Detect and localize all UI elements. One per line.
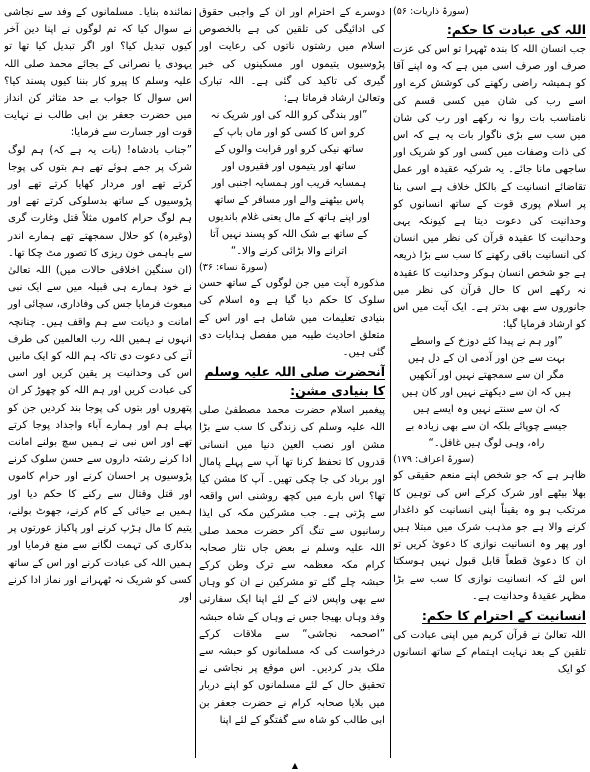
verse-reference: (سورۃ اعراف: ۱۷۹) — [393, 454, 475, 466]
column-divider — [390, 8, 391, 758]
paragraph: مذکورہ آیت میں جن لوگوں کے ساتھ حسن سلوک کا حکم دیا گیا ہے وہ اسلام کی بنیادی تعلیمات میں شامل ہے اور اس کے متعلق احادیث طیبہ میں مفصل ہدایات دی گئی ہیں۔ — [199, 278, 385, 359]
column-divider — [195, 8, 196, 758]
column-right — [393, 4, 586, 762]
quran-quote: ”اور بندگی کرو اللہ کی اور شریک نہ کرو اس کا کسی کو اور ماں باپ کے ساتھ نیکی کرو اور قرابت والوں کے ساتھ اور یتیموں اور فقیروں اور ہمسایہ قریب اور ہمسایہ اجنبی اور پاس بیٹھنے والے اور مسافر کے ساتھ اور اپنے ہاتھ کے مال یعنی غلام باندیوں کے ساتھ بے شک اللہ کو پسند نہیں آتا اترانے والا بڑائی کرنے والا۔“ — [208, 110, 370, 258]
paragraph: پیغمبر اسلام حضرت محمد مصطفیٰ صلی اللہ علیہ وسلم کی زندگی کا سب سے بڑا مشن اور نصب العین دنیا میں انسانی قدروں کا تحفظ کرنا تھا آپ سے پہلے پامال اور برباد کی جا چکی تھیں۔ آپ کا مشن کیا تھا؟ اس بارے میں کچھ روشنی اس واقعہ سے پڑتی ہے۔ جب مشرکین مکہ کی ایذا رسانیوں سے تنگ آکر حضرت محمد صلی اللہ علیہ وسلم نے بعض جاں نثار صحابہ کرام مکہ معظمہ سے ترک وطن کرکے حبشہ چلے گئے تو مشرکین نے ان کو وہاں سے بھی واپس لانے کے لئے اپنا ایک سفارتی وفد وہاں بھیجا جس نے وہاں کے شاہ حبشہ ”اصحمہ نجاشی“ سے ملاقات کرکے درخواست کی کہ مسلمانوں کو حبشہ سے ملک بدر کردیں۔ اس موقع پر نجاشی نے تحقیق حال کے لئے مسلمانوں کو اپنے دربار میں بلایا صحابہ کرام نے حضرت جعفر بن ابی طالب کو شاہ سے گفتگو کے لئے اپنا — [199, 405, 385, 726]
speech-quote: ”جناب بادشاہ! (بات یہ ہے کہ) ہم لوگ شرک پر جمے ہوئے تھے ہم بتوں کی پوجا کرتے تھے اور مردار کھایا کرتے تھے اور پڑوسیوں کے ساتھ بدسلوکی کرتے تھے اور ہم لوگ حرام کاموں مثلاً قتل وغارت گری (وغیرہ) کو حلال سمجھتے تھے ہمارے اندر سے باہمی خون ریزی کا تصور مٹ چکا تھا۔ (ان سنگین اخلاقی حالات میں) اللہ تعالیٰ نے خود ہمارے ہی قبیلہ میں سے ایک نبی مبعوث فرمایا جس کی وفاداری، سچائی اور امانت و دیانت سے ہم واقف ہیں۔ چنانچہ انہوں نے ہمیں اللہ رب العالمین کی طرف آنے کی دعوت دی تاکہ ہم اللہ کو ایک مانیں اس کی وحدانیت پر یقین کریں اور اسی کی عبادت کریں اور ہم اللہ کو چھوڑ کر ان پتھروں اور بتوں کی پوجا بند کردیں جن کو پہلے ہم اور ہمارے آباء واجداد پوجا کرتے تھے اور اس نبی نے ہمیں سچ بولنے امانت ادا کرنے رشتہ داروں سے حسن سلوک کرنے پڑوسیوں پر احسان کرنے اور حرام کاموں اور قتل وقتال سے رکنے کا حکم دیا اور ہمیں بے حیائی کے کام کرنے، جھوٹ بولنے، یتیم کا مال ہڑپ کرنے اور پاکباز عورتوں پر بدکاری کی تہمت لگانے سے منع فرمایا اور ہمیں اللہ کی عبادت کرنے اور اس کے ساتھ کسی کو شریک نہ ٹھہرانے اور نماز ادا کرنے اور — [7, 144, 192, 603]
section-heading: اللہ کی عبادت کا حکم: — [446, 22, 586, 37]
section-heading: انسانیت کے احترام کا حکم: — [421, 608, 586, 624]
column-middle — [199, 4, 385, 762]
paragraph: دوسرے کے احترام اور ان کے واجبی حقوق کی ادائیگی کی تلقین کی ہے بالخصوص اسلام میں رشتوں ناتوں کی رعایت اور پڑوسیوں یتیموں اور مسکینوں کی خبر گیری کی تاکید کی گئی ہے۔ اللہ تبارک وتعالیٰ ارشاد فرماتا ہے: — [199, 7, 385, 105]
paragraph: اللہ تعالیٰ نے قرآن کریم میں اپنی عبادت کی تلقین کے بعد نہایت اہتمام کے ساتھ انسانوں کو ایک — [393, 630, 586, 676]
quran-quote: ”اور ہم نے پیدا کئے دوزخ کے واسطے بہت سے جن اور آدمی ان کے دل ہیں مگر ان سے سمجھتے نہیں اور آنکھیں ہیں کہ ان سے دیکھتے نہیں اور کان ہیں کہ ان سے سنتے نہیں وہ ایسے ہیں جیسے چوپائے بلکہ ان سے بھی زیادہ بے راہ، وہی لوگ ہیں غافل۔“ — [401, 336, 572, 450]
section-heading: آنحضرت صلی اللہ علیہ وسلم کا بنیادی مشن: — [204, 364, 385, 399]
paragraph: جب انسان اللہ کا بندہ ٹھہرا تو اس کی عزت صرف اور صرف اسی میں ہے کہ وہ اپنے آقا کو ہمیشہ راضی رکھنے کی کوشش کرے اور اسے رب کی شان میں کسی قسم کی نامناسب بات روا نہ رکھے اور رب کی شان میں سب سے بڑی ناگوار بات یہ ہے کہ اس کی ذات وصفات میں کسی اور کو شریک اور ساجھی مانا جائے۔ یہ شرکیہ عقیدہ اور عمل تقاضائے انسانیت کے بالکل خلاف ہے اسی بنا پر اسلام پوری قوت کے ساتھ انسانوں کو وحدانیت کی دعوت دیتا ہے کیونکہ یہی وحدانیت کا عقیدہ قرآن کی نظر میں انسان کی انسانیت باقی رکھنے کا سب سے بڑا ذریعہ ہے جو شخص انسان ہوکر وحدانیت کا عقیدہ نہ رکھے اس کا حال قرآن کی نظر میں جانوروں سے بھی بدتر ہے۔ ایک آیت میں اس کو ارشاد فرمایا گیا: — [393, 44, 586, 331]
triangle-icon: ▲ — [291, 761, 299, 770]
verse-reference: (سورۃ نساء: ۳۶) — [199, 262, 268, 274]
paragraph: ظاہر ہے کہ جو شخص اپنے منعم حقیقی کو بھلا بیٹھے اور شرک کرکے اس کی توہین کا مرتکب ہو وہ یقیناً اپنی انسانیت کو داغدار کرنے والا ہے جو مذہب شرک میں مبتلا ہیں اور پھر وہ انسانیت نوازی کا دعویٰ کریں تو ان کا دعویٰ قطعاً قابل قبول نہیں ہوسکتا اس لئے کہ انسانیت نوازی کا سب سے بڑا مظہر عقیدۂ وحدانیت ہے۔ — [393, 470, 586, 602]
column-left — [4, 4, 192, 762]
verse-reference: (سورۃ ذاریات: ۵۶) — [393, 6, 469, 17]
paragraph: نمائندہ بنایا۔ مسلمانوں کے وفد سے نجاشی نے سوال کیا کہ تم لوگوں نے اپنا دین آخر کیوں تبدیل کیا؟ اور اگر تبدیل کیا تھا تو یہودی یا نصرانی کے بجائے محمد صلی اللہ علیہ وسلم کا پیرو کار بننا کیوں پسند کیا؟ اس سوال کا جواب بے حد متاثر کن انداز میں حضرت جعفر بن ابی طالب نے نہایت قوت اور جسارت سے فرمایا: — [4, 7, 192, 139]
